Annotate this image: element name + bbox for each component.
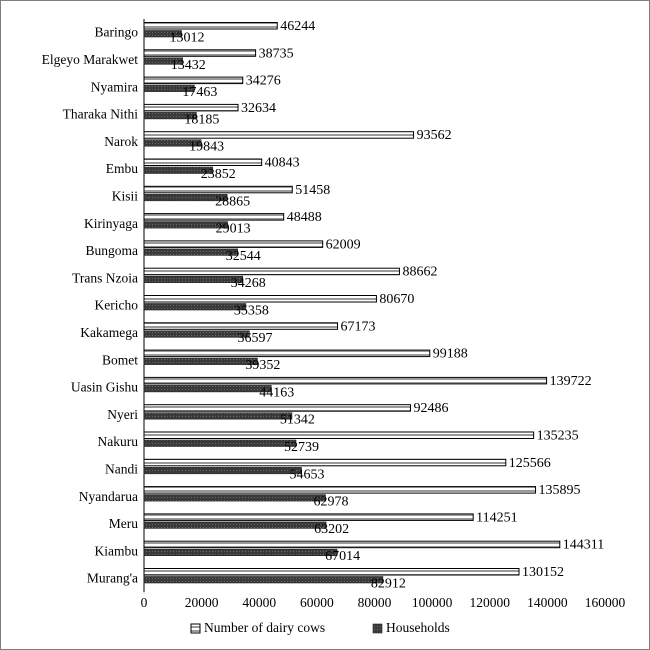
value-label-dairy-cows-elgeyo-marakwet: 38735 — [258, 46, 294, 62]
x-axis — [141, 595, 626, 610]
x-tick-label: 100000 — [411, 595, 453, 610]
bar-households-nandi — [144, 467, 301, 474]
bar-dairy-cows-kericho — [144, 296, 376, 303]
value-label-households-baringo: 13012 — [169, 30, 205, 46]
value-label-households-tharaka-nithi: 18185 — [184, 112, 220, 128]
category-label-kericho: Kericho — [94, 297, 138, 313]
bar-dairy-cows-elgeyo-marakwet — [144, 50, 256, 57]
category-label-nyandarua: Nyandarua — [78, 488, 138, 504]
value-label-households-kericho: 35358 — [233, 303, 269, 319]
value-label-dairy-cows-nakuru: 135235 — [536, 428, 579, 444]
value-label-dairy-cows-kisii: 51458 — [295, 182, 331, 198]
value-label-dairy-cows-murang-a: 130152 — [522, 564, 565, 580]
bar-dairy-cows-trans-nzoia — [144, 268, 399, 275]
value-label-dairy-cows-kericho: 80670 — [379, 291, 415, 307]
category-label-bomet: Bomet — [102, 352, 138, 368]
bar-households-uasin-gishu — [144, 385, 271, 392]
category-label-nyamira: Nyamira — [90, 79, 138, 95]
bar-dairy-cows-nyamira — [144, 77, 243, 84]
bar-dairy-cows-nyandarua — [144, 487, 536, 494]
value-label-households-nyeri: 51342 — [279, 412, 315, 428]
x-tick-label: 20000 — [184, 595, 219, 610]
value-label-households-meru: 63202 — [314, 521, 350, 537]
value-label-dairy-cows-embu: 40843 — [264, 155, 300, 171]
category-label-kisii: Kisii — [111, 188, 138, 204]
value-label-households-murang-a: 82912 — [370, 576, 406, 592]
category-label-uasin-gishu: Uasin Gishu — [70, 379, 138, 395]
category-label-trans-nzoia: Trans Nzoia — [72, 270, 138, 286]
value-label-dairy-cows-kirinyaga: 48488 — [286, 210, 322, 226]
bar-dairy-cows-tharaka-nithi — [144, 104, 238, 111]
category-label-kirinyaga: Kirinyaga — [84, 215, 138, 231]
category-label-nandi: Nandi — [105, 461, 138, 477]
value-label-dairy-cows-bomet: 99188 — [432, 346, 468, 362]
value-label-households-bomet: 39352 — [245, 358, 281, 374]
bar-households-nakuru — [144, 440, 296, 447]
value-label-households-bungoma: 32544 — [225, 248, 261, 264]
x-tick-label: 140000 — [527, 595, 568, 610]
x-tick-label: 80000 — [357, 595, 392, 610]
bar-dairy-cows-meru — [144, 514, 473, 521]
value-label-dairy-cows-narok: 93562 — [416, 128, 452, 144]
bar-households-kericho — [144, 304, 246, 311]
bar-dairy-cows-uasin-gishu — [144, 377, 547, 384]
value-label-dairy-cows-baringo: 46244 — [280, 18, 316, 34]
value-label-households-kakamega: 36597 — [237, 330, 273, 346]
value-label-households-elgeyo-marakwet: 13432 — [170, 57, 206, 73]
bar-dairy-cows-narok — [144, 132, 414, 139]
bar-dairy-cows-murang-a — [144, 569, 519, 576]
value-label-dairy-cows-bungoma: 62009 — [325, 237, 361, 253]
category-label-murang-a: Murang'a — [86, 570, 138, 586]
value-label-dairy-cows-nyeri: 92486 — [413, 401, 449, 417]
legend-swatch-dairy-cows — [191, 624, 200, 633]
bar-households-trans-nzoia — [144, 276, 243, 283]
value-label-dairy-cows-kiambu: 144311 — [562, 537, 605, 553]
category-label-tharaka-nithi: Tharaka Nithi — [62, 106, 138, 122]
legend — [191, 620, 450, 635]
value-label-households-nyandarua: 62978 — [313, 494, 349, 510]
bar-dairy-cows-kirinyaga — [144, 214, 284, 221]
x-tick-label: 0 — [140, 595, 148, 610]
value-label-dairy-cows-nyamira: 34276 — [245, 73, 281, 89]
category-label-nyeri: Nyeri — [107, 406, 138, 422]
bar-dairy-cows-nyeri — [144, 405, 410, 412]
bar-dairy-cows-kisii — [144, 186, 292, 193]
value-label-households-nyamira: 17463 — [182, 85, 218, 101]
bar-dairy-cows-baringo — [144, 23, 277, 30]
bar-dairy-cows-embu — [144, 159, 262, 166]
legend-swatch-households — [373, 624, 382, 633]
category-label-bungoma: Bungoma — [85, 243, 138, 259]
value-label-households-kiambu: 67014 — [325, 549, 361, 565]
bar-households-kakamega — [144, 331, 249, 338]
value-label-dairy-cows-meru: 114251 — [476, 510, 518, 526]
value-label-households-embu: 23852 — [200, 166, 236, 182]
value-label-dairy-cows-nyandarua: 135895 — [538, 483, 581, 499]
value-label-households-nandi: 54653 — [289, 467, 325, 483]
value-label-dairy-cows-nandi: 125566 — [508, 455, 551, 471]
x-tick-label: 60000 — [300, 595, 334, 610]
value-label-households-narok: 19843 — [189, 139, 225, 155]
value-label-households-uasin-gishu: 44163 — [259, 385, 295, 401]
x-tick-label: 160000 — [584, 595, 626, 610]
plot-area — [42, 19, 605, 592]
value-label-dairy-cows-kakamega: 67173 — [340, 319, 376, 335]
bar-dairy-cows-bomet — [144, 350, 430, 357]
value-label-households-nakuru: 52739 — [283, 439, 319, 455]
x-tick-label: 40000 — [242, 595, 277, 610]
bar-dairy-cows-kiambu — [144, 541, 560, 548]
value-label-households-kisii: 28865 — [215, 194, 251, 210]
value-label-dairy-cows-uasin-gishu: 139722 — [549, 373, 592, 389]
bar-dairy-cows-bungoma — [144, 241, 323, 248]
bar-households-nyandarua — [144, 495, 325, 502]
category-label-meru: Meru — [108, 516, 138, 532]
value-label-dairy-cows-trans-nzoia: 88662 — [402, 264, 438, 280]
category-label-kiambu: Kiambu — [94, 543, 138, 559]
bar-households-kiambu — [144, 549, 337, 556]
bar-dairy-cows-kakamega — [144, 323, 338, 330]
value-label-households-kirinyaga: 29013 — [215, 221, 251, 237]
bar-households-meru — [144, 522, 326, 529]
bar-chart — [1, 1, 649, 649]
bar-dairy-cows-nandi — [144, 459, 506, 466]
bar-households-murang-a — [144, 577, 383, 584]
category-label-baringo: Baringo — [94, 24, 138, 40]
bar-households-bomet — [144, 358, 257, 365]
category-label-nakuru: Nakuru — [97, 434, 138, 450]
bar-households-nyeri — [144, 413, 292, 420]
value-label-households-trans-nzoia: 34268 — [230, 276, 266, 292]
legend-label-dairy-cows: Number of dairy cows — [204, 620, 326, 636]
category-label-embu: Embu — [105, 161, 138, 177]
value-label-dairy-cows-tharaka-nithi: 32634 — [241, 100, 277, 116]
category-label-elgeyo-marakwet: Elgeyo Marakwet — [41, 52, 138, 68]
bar-dairy-cows-nakuru — [144, 432, 534, 439]
bar-households-bungoma — [144, 249, 238, 256]
x-tick-label: 120000 — [469, 595, 510, 610]
legend-label-households: Households — [386, 620, 450, 636]
category-label-narok: Narok — [104, 133, 138, 149]
category-label-kakamega: Kakamega — [80, 325, 138, 341]
